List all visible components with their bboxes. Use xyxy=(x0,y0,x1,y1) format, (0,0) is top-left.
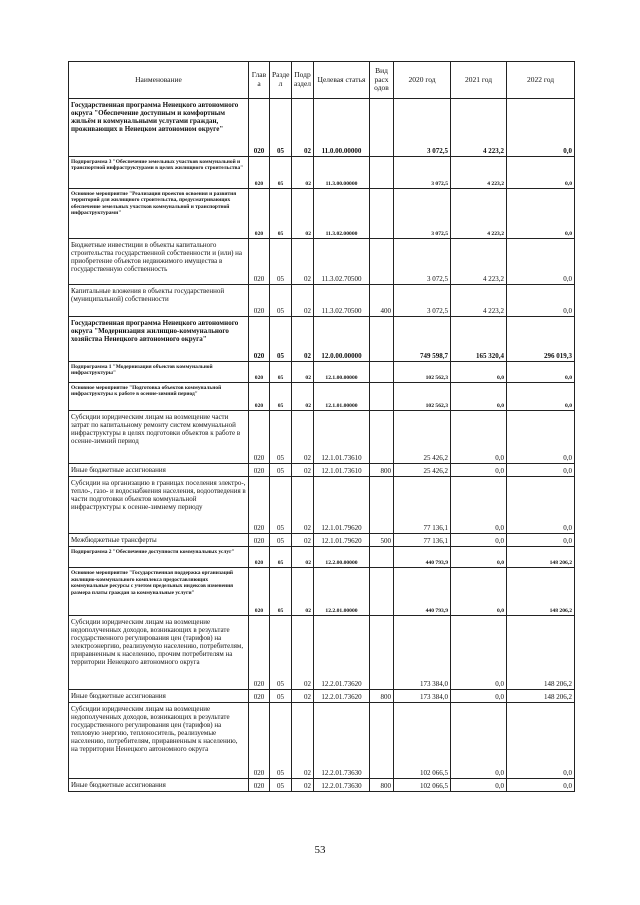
cell-name: Государственная программа Ненецкого автономного округа "Модернизация жилищно-коммунального хозяйства Ненецкого автономного округа" xyxy=(69,317,249,362)
cell-expense-type xyxy=(370,239,394,285)
cell-razdel: 05 xyxy=(270,99,292,157)
cell-glava: 020 xyxy=(249,99,270,157)
cell-2021: 0,0 xyxy=(451,616,507,690)
table-row xyxy=(69,568,575,616)
cell-name: Субсидии юридическим лицам на возмещение недополученных доходов, возникающих в результате государственного регулирования цен (тарифов) на электроэнергию, реализуемую населению, потребителям, приравненным к населению, прочим потребителям на территории Ненецкого автономного округа xyxy=(69,616,249,690)
cell-expense-type xyxy=(370,317,394,362)
cell-glava: 020 xyxy=(249,477,270,534)
cell-podrazdel: 02 xyxy=(292,239,314,285)
cell-target-article: 12.2.01.73620 xyxy=(314,616,370,690)
cell-glava: 020 xyxy=(249,464,270,477)
cell-razdel: 05 xyxy=(270,616,292,690)
cell-2021: 4 223,2 xyxy=(451,285,507,317)
cell-target-article: 12.1.01.00000 xyxy=(314,383,370,411)
cell-razdel: 05 xyxy=(270,568,292,616)
cell-2022: 0,0 xyxy=(507,383,575,411)
cell-2022: 148 206,2 xyxy=(507,616,575,690)
cell-2022: 0,0 xyxy=(507,411,575,464)
table-row xyxy=(69,239,575,285)
cell-target-article: 12.2.01.73620 xyxy=(314,690,370,703)
cell-glava: 020 xyxy=(249,547,270,568)
cell-name: Подпрограмма 2 "Обеспечение доступности коммунальных услуг" xyxy=(69,547,249,568)
cell-2021: 165 320,4 xyxy=(451,317,507,362)
cell-2021: 0,0 xyxy=(451,362,507,383)
cell-2020: 749 598,7 xyxy=(394,317,451,362)
cell-expense-type: 800 xyxy=(370,464,394,477)
cell-2021: 0,0 xyxy=(451,547,507,568)
cell-2021: 0,0 xyxy=(451,464,507,477)
cell-2020: 173 384,0 xyxy=(394,690,451,703)
cell-target-article: 12.1.01.73610 xyxy=(314,411,370,464)
table-header-row xyxy=(69,62,575,99)
cell-expense-type xyxy=(370,411,394,464)
cell-podrazdel: 02 xyxy=(292,383,314,411)
cell-2020: 77 136,1 xyxy=(394,477,451,534)
table-row xyxy=(69,99,575,157)
cell-razdel: 05 xyxy=(270,157,292,189)
cell-2022: 0,0 xyxy=(507,477,575,534)
cell-razdel: 05 xyxy=(270,285,292,317)
cell-podrazdel: 02 xyxy=(292,690,314,703)
cell-2020: 173 384,0 xyxy=(394,616,451,690)
table-row xyxy=(69,616,575,690)
cell-razdel: 05 xyxy=(270,464,292,477)
cell-glava: 020 xyxy=(249,779,270,792)
cell-expense-type xyxy=(370,383,394,411)
cell-2020: 3 072,5 xyxy=(394,285,451,317)
cell-target-article: 11.0.00.00000 xyxy=(314,99,370,157)
cell-glava: 020 xyxy=(249,703,270,779)
cell-expense-type xyxy=(370,99,394,157)
cell-podrazdel: 02 xyxy=(292,285,314,317)
cell-expense-type xyxy=(370,547,394,568)
cell-2022: 0,0 xyxy=(507,534,575,547)
cell-2020: 77 136,1 xyxy=(394,534,451,547)
cell-expense-type xyxy=(370,189,394,239)
cell-2022: 0,0 xyxy=(507,189,575,239)
cell-2021: 0,0 xyxy=(451,534,507,547)
cell-2021: 0,0 xyxy=(451,568,507,616)
cell-name: Иные бюджетные ассигнования xyxy=(69,464,249,477)
cell-2022: 0,0 xyxy=(507,99,575,157)
cell-2020: 3 072,5 xyxy=(394,239,451,285)
cell-name: Иные бюджетные ассигнования xyxy=(69,779,249,792)
cell-razdel: 05 xyxy=(270,534,292,547)
cell-2021: 4 223,2 xyxy=(451,99,507,157)
cell-glava: 020 xyxy=(249,189,270,239)
cell-name: Субсидии юридическим лицам на возмещение недополученных доходов, возникающих в результате государственного регулирования цен (тарифов) на тепловую энергию, теплоноситель, реализуемые населению, потребителям, приравненным к населению, на территории Ненецкого автономного округа xyxy=(69,703,249,779)
cell-glava: 020 xyxy=(249,568,270,616)
cell-2022: 0,0 xyxy=(507,779,575,792)
cell-2021: 4 223,2 xyxy=(451,189,507,239)
cell-podrazdel: 02 xyxy=(292,779,314,792)
cell-2022: 148 206,2 xyxy=(507,568,575,616)
cell-target-article: 11.3.00.00000 xyxy=(314,157,370,189)
cell-name: Субсидии на организацию в границах поселения электро-, тепло-, газо- и водоснабжения населения, водоотведения в части подготовки объектов коммунальной инфраструктуры к осенне-зимнему периоду xyxy=(69,477,249,534)
cell-podrazdel: 02 xyxy=(292,477,314,534)
table-row xyxy=(69,157,575,189)
header-name: Наименование xyxy=(69,62,249,99)
cell-2020: 3 072,5 xyxy=(394,157,451,189)
cell-name: Основное мероприятие "Государственная поддержка организаций жилищно-коммунального комплекса предоставляющих коммунальные ресурсы с учетом предельных индексов изменения размера платы граждан за коммунальные услуги" xyxy=(69,568,249,616)
header-target-article: Целевая статья xyxy=(314,62,370,99)
cell-razdel: 05 xyxy=(270,383,292,411)
cell-glava: 020 xyxy=(249,690,270,703)
cell-target-article: 12.0.00.00000 xyxy=(314,317,370,362)
cell-2020: 102 066,5 xyxy=(394,703,451,779)
header-razdel: Разде л xyxy=(270,62,292,99)
cell-target-article: 11.3.02.70500 xyxy=(314,285,370,317)
cell-name: Субсидии юридическим лицам на возмещение части затрат по капитальному ремонту систем коммунальной инфраструктуры в целях подготовки объектов к работе в осенне-зимний период xyxy=(69,411,249,464)
cell-podrazdel: 02 xyxy=(292,362,314,383)
cell-name: Основное мероприятие "Подготовка объектов коммунальной инфраструктуры к работе в осенне-зимний период" xyxy=(69,383,249,411)
cell-glava: 020 xyxy=(249,285,270,317)
cell-podrazdel: 02 xyxy=(292,616,314,690)
cell-expense-type xyxy=(370,477,394,534)
cell-razdel: 05 xyxy=(270,411,292,464)
cell-expense-type xyxy=(370,616,394,690)
cell-target-article: 12.2.01.00000 xyxy=(314,568,370,616)
cell-name: Подпрограмма 3 "Обеспечение земельных участков коммунальной и транспортной инфраструктурами в целях жилищного строительства" xyxy=(69,157,249,189)
cell-2020: 440 793,9 xyxy=(394,547,451,568)
cell-glava: 020 xyxy=(249,157,270,189)
cell-expense-type: 800 xyxy=(370,779,394,792)
cell-name: Государственная программа Ненецкого автономного округа "Обеспечение доступным и комфортным жильём и коммунальными услугами граждан, проживающих в Ненецком автономном округе" xyxy=(69,99,249,157)
table-row xyxy=(69,464,575,477)
cell-target-article: 12.1.01.79620 xyxy=(314,534,370,547)
table-row xyxy=(69,285,575,317)
table-body xyxy=(69,99,575,792)
cell-razdel: 05 xyxy=(270,477,292,534)
cell-2020: 102 066,5 xyxy=(394,779,451,792)
cell-2021: 0,0 xyxy=(451,411,507,464)
cell-glava: 020 xyxy=(249,411,270,464)
table-row xyxy=(69,703,575,779)
cell-podrazdel: 02 xyxy=(292,703,314,779)
page-number: 53 xyxy=(314,844,326,856)
cell-2022: 0,0 xyxy=(507,239,575,285)
table-row xyxy=(69,189,575,239)
cell-target-article: 11.3.02.00000 xyxy=(314,189,370,239)
cell-name: Межбюджетные трансферты xyxy=(69,534,249,547)
table-row xyxy=(69,547,575,568)
cell-2020: 25 426,2 xyxy=(394,464,451,477)
cell-glava: 020 xyxy=(249,616,270,690)
cell-target-article: 11.3.02.70500 xyxy=(314,239,370,285)
cell-expense-type xyxy=(370,157,394,189)
cell-name: Иные бюджетные ассигнования xyxy=(69,690,249,703)
cell-target-article: 12.2.00.00000 xyxy=(314,547,370,568)
cell-razdel: 05 xyxy=(270,703,292,779)
cell-expense-type: 800 xyxy=(370,690,394,703)
cell-glava: 020 xyxy=(249,383,270,411)
cell-podrazdel: 02 xyxy=(292,411,314,464)
cell-2022: 0,0 xyxy=(507,703,575,779)
header-2022: 2022 год xyxy=(507,62,575,99)
cell-2021: 0,0 xyxy=(451,383,507,411)
cell-podrazdel: 02 xyxy=(292,189,314,239)
cell-target-article: 12.1.00.00000 xyxy=(314,362,370,383)
table-row xyxy=(69,383,575,411)
header-2021: 2021 год xyxy=(451,62,507,99)
cell-razdel: 05 xyxy=(270,239,292,285)
cell-2021: 0,0 xyxy=(451,477,507,534)
cell-razdel: 05 xyxy=(270,690,292,703)
cell-name: Бюджетные инвестиции в объекты капитального строительства государственной собственности и (или) на приобретение объектов недвижимого имущества в государственную собственность xyxy=(69,239,249,285)
table-row xyxy=(69,690,575,703)
cell-2022: 0,0 xyxy=(507,285,575,317)
cell-2022: 296 019,3 xyxy=(507,317,575,362)
cell-expense-type: 500 xyxy=(370,534,394,547)
table-row xyxy=(69,779,575,792)
cell-2020: 102 562,3 xyxy=(394,383,451,411)
cell-podrazdel: 02 xyxy=(292,464,314,477)
cell-2020: 440 793,9 xyxy=(394,568,451,616)
cell-expense-type: 400 xyxy=(370,285,394,317)
cell-expense-type xyxy=(370,703,394,779)
cell-razdel: 05 xyxy=(270,779,292,792)
cell-target-article: 12.2.01.73630 xyxy=(314,703,370,779)
cell-glava: 020 xyxy=(249,317,270,362)
cell-2021: 0,0 xyxy=(451,703,507,779)
header-podrazdel: Подр аздел xyxy=(292,62,314,99)
cell-target-article: 12.1.01.79620 xyxy=(314,477,370,534)
table-row xyxy=(69,411,575,464)
cell-podrazdel: 02 xyxy=(292,547,314,568)
cell-razdel: 05 xyxy=(270,362,292,383)
cell-podrazdel: 02 xyxy=(292,534,314,547)
budget-table xyxy=(68,61,575,792)
cell-expense-type xyxy=(370,568,394,616)
cell-2021: 4 223,2 xyxy=(451,157,507,189)
cell-target-article: 12.1.01.73610 xyxy=(314,464,370,477)
cell-razdel: 05 xyxy=(270,547,292,568)
table-row xyxy=(69,477,575,534)
cell-expense-type xyxy=(370,362,394,383)
cell-name: Капитальные вложения в объекты государственной (муниципальной) собственности xyxy=(69,285,249,317)
cell-glava: 020 xyxy=(249,239,270,285)
table-row xyxy=(69,362,575,383)
table-row xyxy=(69,534,575,547)
cell-2021: 4 223,2 xyxy=(451,239,507,285)
cell-2020: 3 072,5 xyxy=(394,189,451,239)
cell-glava: 020 xyxy=(249,362,270,383)
cell-name: Подпрограмма 1 "Модернизация объектов коммунальной инфраструктуры" xyxy=(69,362,249,383)
cell-2020: 102 562,3 xyxy=(394,362,451,383)
cell-target-article: 12.2.01.73630 xyxy=(314,779,370,792)
cell-podrazdel: 02 xyxy=(292,157,314,189)
header-expense-type: Вид расх одов xyxy=(370,62,394,99)
cell-2022: 0,0 xyxy=(507,157,575,189)
cell-2022: 148 206,2 xyxy=(507,690,575,703)
cell-2022: 0,0 xyxy=(507,362,575,383)
cell-name: Основное мероприятие "Реализация проектов освоения и развития территорий для жилищного строительства, предусматривающих обеспечение земельных участков коммунальной и транспортной инфраструктурами" xyxy=(69,189,249,239)
cell-glava: 020 xyxy=(249,534,270,547)
cell-2020: 25 426,2 xyxy=(394,411,451,464)
cell-2022: 0,0 xyxy=(507,464,575,477)
cell-2021: 0,0 xyxy=(451,779,507,792)
cell-podrazdel: 02 xyxy=(292,317,314,362)
cell-podrazdel: 02 xyxy=(292,99,314,157)
cell-2021: 0,0 xyxy=(451,690,507,703)
header-2020: 2020 год xyxy=(394,62,451,99)
header-glava: Глав а xyxy=(249,62,270,99)
table-row xyxy=(69,317,575,362)
cell-podrazdel: 02 xyxy=(292,568,314,616)
cell-razdel: 05 xyxy=(270,189,292,239)
cell-2022: 148 206,2 xyxy=(507,547,575,568)
cell-razdel: 05 xyxy=(270,317,292,362)
cell-2020: 3 072,5 xyxy=(394,99,451,157)
